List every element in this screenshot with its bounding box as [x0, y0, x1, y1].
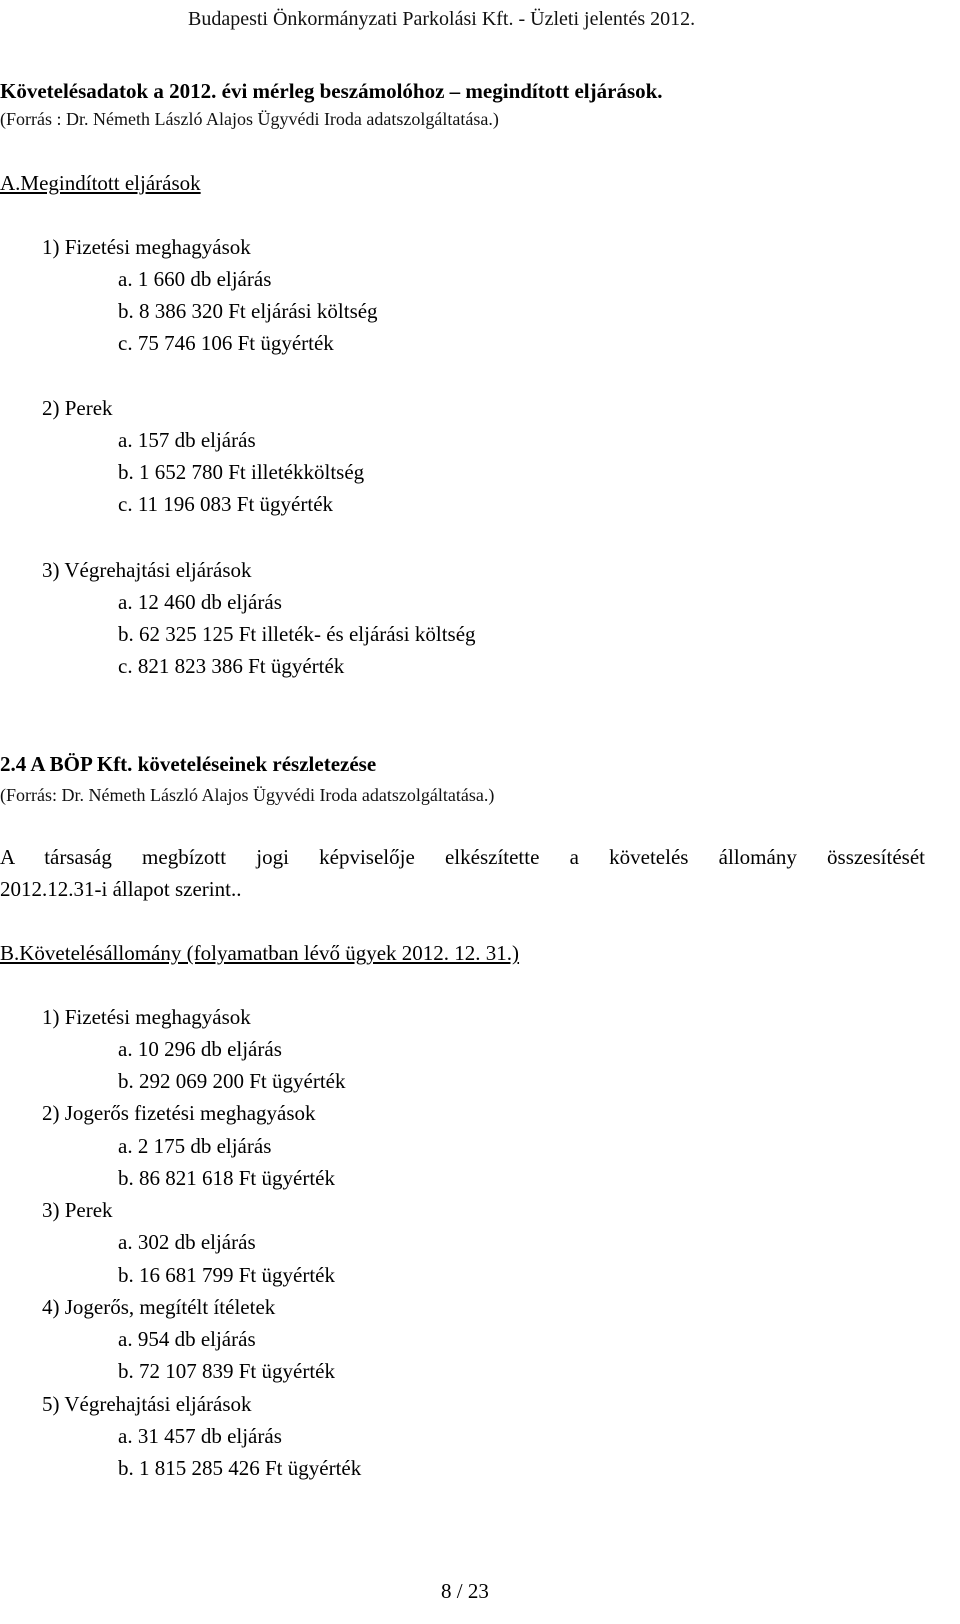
- section-b-source: (Forrás: Dr. Németh László Alajos Ügyvédi Iroda adatszolgáltatása.): [0, 785, 495, 805]
- group-label: 3) Végrehajtási eljárások: [42, 558, 252, 582]
- list-item: c. 821 823 386 Ft ügyérték: [118, 654, 345, 678]
- group-label: 2) Jogerős fizetési meghagyások: [42, 1101, 316, 1125]
- list-item: a. 954 db eljárás: [118, 1327, 256, 1351]
- section-a-heading: Követelésadatok a 2012. évi mérleg beszámolóhoz – megindított eljárások.: [0, 79, 663, 103]
- list-item: b. 1 815 285 426 Ft ügyérték: [118, 1456, 362, 1480]
- list-item: c. 75 746 106 Ft ügyérték: [118, 331, 334, 355]
- list-item: a. 12 460 db eljárás: [118, 590, 282, 614]
- list-item: a. 1 660 db eljárás: [118, 267, 272, 291]
- page-header: Budapesti Önkormányzati Parkolási Kft. - Üzleti jelentés 2012.: [188, 8, 696, 30]
- section-a-subheading: A.Megindított eljárások: [0, 171, 201, 195]
- list-item: b. 62 325 125 Ft illeték- és eljárási költség: [118, 622, 476, 646]
- list-item: a. 2 175 db eljárás: [118, 1134, 272, 1158]
- group-label: 5) Végrehajtási eljárások: [42, 1392, 252, 1416]
- list-item: a. 31 457 db eljárás: [118, 1424, 282, 1448]
- section-b-heading: 2.4 A BÖP Kft. követeléseinek részletezése: [0, 752, 377, 776]
- list-item: b. 8 386 320 Ft eljárási költség: [118, 299, 378, 323]
- list-item: a. 302 db eljárás: [118, 1230, 256, 1254]
- group-label: 1) Fizetési meghagyások: [42, 1005, 251, 1029]
- group-label: 1) Fizetési meghagyások: [42, 235, 251, 259]
- list-item: b. 72 107 839 Ft ügyérték: [118, 1359, 335, 1383]
- list-item: b. 86 821 618 Ft ügyérték: [118, 1166, 335, 1190]
- page-number: 8 / 23: [441, 1579, 489, 1603]
- section-b-subheading: B.Követelésállomány (folyamatban lévő ügyek 2012. 12. 31.): [0, 941, 520, 965]
- list-item: c. 11 196 083 Ft ügyérték: [118, 492, 334, 516]
- group-label: 3) Perek: [42, 1198, 113, 1222]
- paragraph-line-1: A társaság megbízott jogi képviselője elkészítette a követelés állomány összesítését: [0, 845, 925, 869]
- list-item: b. 16 681 799 Ft ügyérték: [118, 1263, 335, 1287]
- list-item: b. 292 069 200 Ft ügyérték: [118, 1069, 346, 1093]
- paragraph-line-2: 2012.12.31-i állapot szerint..: [0, 877, 242, 901]
- list-item: a. 157 db eljárás: [118, 428, 256, 452]
- list-item: a. 10 296 db eljárás: [118, 1037, 282, 1061]
- group-label: 4) Jogerős, megítélt ítéletek: [42, 1295, 276, 1319]
- section-a-source: (Forrás : Dr. Németh László Alajos Ügyvédi Iroda adatszolgáltatása.): [0, 109, 499, 129]
- list-item: b. 1 652 780 Ft illetékköltség: [118, 460, 365, 484]
- group-label: 2) Perek: [42, 396, 113, 420]
